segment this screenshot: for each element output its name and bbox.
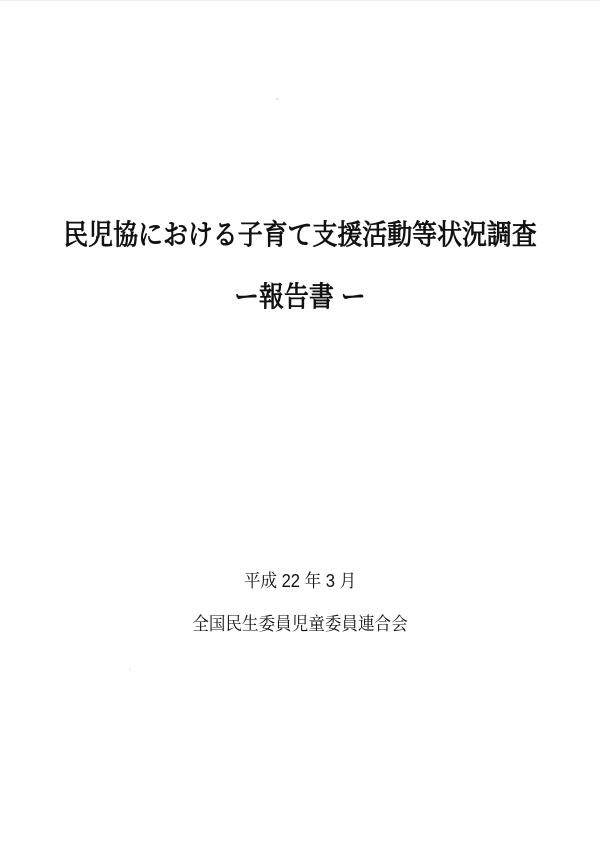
publication-date-text: 平成 22 年 3 月: [243, 571, 357, 591]
publisher-name-text: 全国民生委員児童委員連合会: [192, 614, 408, 634]
scan-artifact-speck: [276, 98, 279, 100]
scan-artifact-speck: [129, 668, 131, 670]
publication-date: [0, 572, 600, 590]
report-title-text: 民児協における子育て支援活動等状況調査: [63, 219, 537, 250]
report-subtitle: [0, 283, 600, 311]
report-subtitle-text: ー報告書 ー: [234, 281, 366, 312]
report-title: [0, 221, 600, 249]
publisher-name: [0, 615, 600, 633]
